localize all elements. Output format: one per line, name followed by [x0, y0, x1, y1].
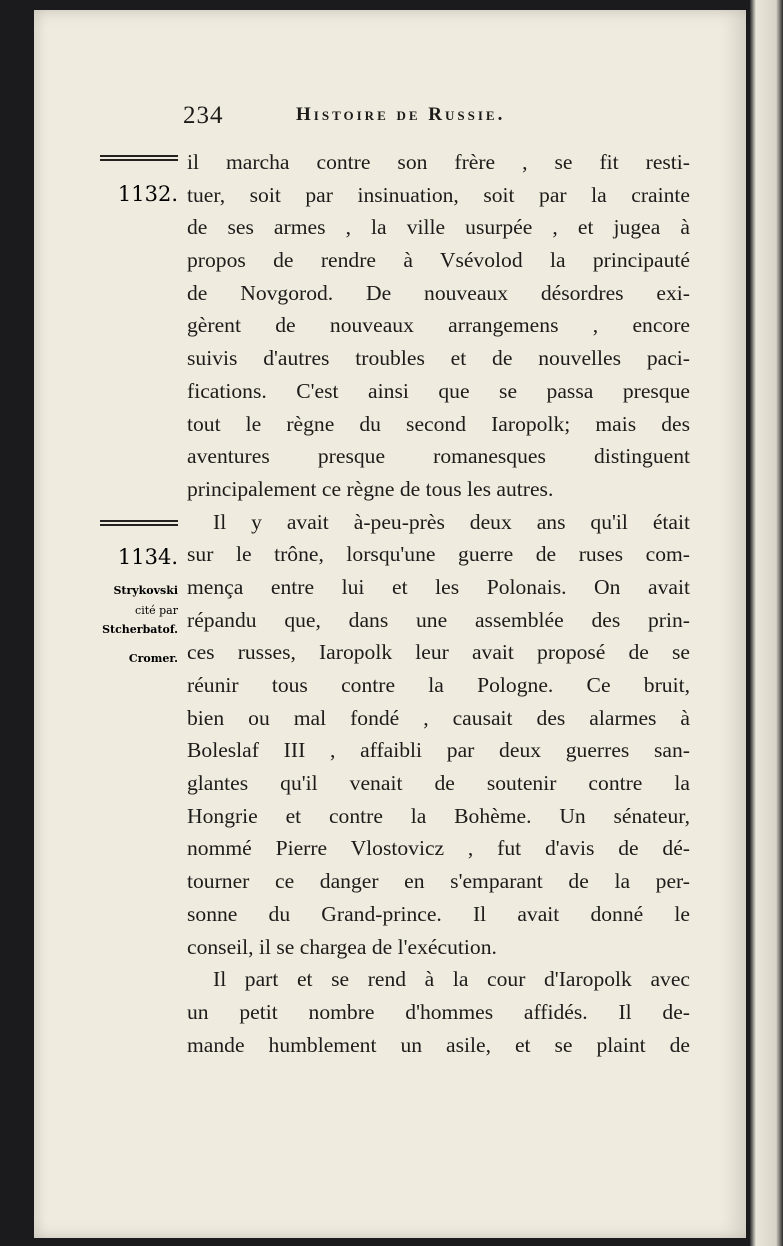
text-line: principalement ce règne de tous les autres.: [187, 476, 554, 501]
text-line: sur le trône, lorsqu'une guerre de ruses com-: [187, 542, 690, 567]
text-line: conseil, il se chargea de l'exécution.: [187, 934, 497, 959]
page-header: [183, 102, 643, 132]
text-line: mande humblement un asile, et se plaint de: [187, 1032, 690, 1057]
text-line: bien ou mal fondé , causait des alarmes à: [187, 705, 690, 730]
body-text: [187, 146, 690, 1061]
text-line: de Novgorod. De nouveaux désordres exi-: [187, 280, 690, 305]
margin-source: Strykovski: [113, 584, 178, 597]
text-line: ces russes, Iaropolk leur avait proposé de se: [187, 640, 690, 665]
text-line: de ses armes , la ville usurpée , et jugea à: [187, 215, 690, 240]
text-line: fications. C'est ainsi que se passa presque: [187, 378, 690, 403]
text-line: tuer, soit par insinuation, soit par la crainte: [187, 182, 690, 207]
text-line: mença entre lui et les Polonais. On avait: [187, 574, 690, 599]
text-line: tourner ce danger en s'emparant de la per-: [187, 869, 690, 894]
text-line: un petit nombre d'hommes affidés. Il de-: [187, 999, 690, 1024]
text-line: Hongrie et contre la Bohème. Un sénateur,: [187, 803, 690, 828]
text-line: Boleslaf III , affaibli par deux guerres san-: [187, 738, 690, 763]
text-line: sonne du Grand-prince. Il avait donné le: [187, 901, 690, 926]
page-number: 234: [183, 102, 224, 129]
margin-rule: [100, 520, 178, 526]
margin-year: 1134.: [117, 545, 178, 569]
text-line: propos de rendre à Vsévolod la principauté: [187, 248, 690, 273]
text-line: nommé Pierre Vlostovicz , fut d'avis de dé-: [187, 836, 690, 861]
text-line: répandu que, dans une assemblée des prin-: [187, 607, 690, 632]
next-page-edge: [750, 0, 783, 1246]
text-line: tout le règne du second Iaropolk; mais des: [187, 411, 690, 436]
text-line: Il y avait à-peu-près deux ans qu'il était: [213, 509, 690, 534]
text-line: réunir tous contre la Pologne. Ce bruit,: [187, 673, 690, 697]
margin-rule: [100, 155, 178, 161]
margin-source: Cromer.: [128, 652, 178, 665]
text-line: aventures presque romanesques distinguent: [187, 444, 690, 469]
margin-source: Stcherbatof.: [102, 623, 178, 636]
text-line: il marcha contre son frère , se fit resti-: [187, 150, 690, 174]
text-line: gèrent de nouveaux arrangemens , encore: [187, 313, 690, 338]
text-line: glantes qu'il venait de soutenir contre la: [187, 771, 690, 796]
text-line: Il part et se rend à la cour d'Iaropolk avec: [213, 967, 690, 992]
running-title: Histoire de Russie.: [296, 104, 506, 125]
text-line: suivis d'autres troubles et de nouvelles paci-: [187, 346, 690, 371]
margin-source: cité par: [135, 604, 178, 617]
margin-year: 1132.: [117, 182, 178, 206]
